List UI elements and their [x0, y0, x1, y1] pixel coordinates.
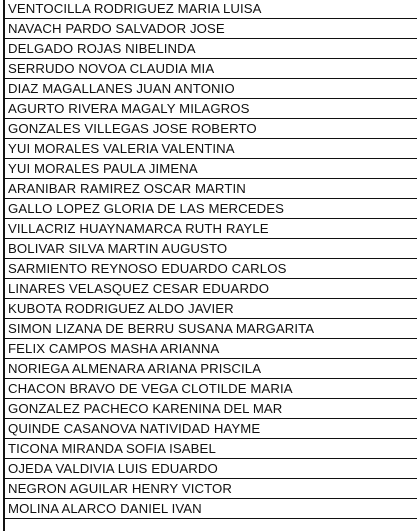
name-cell: GONZALEZ PACHECO KARENINA DEL MAR [5, 399, 417, 419]
table-row [5, 159, 417, 179]
table-row [5, 359, 417, 379]
name-cell: CHACON BRAVO DE VEGA CLOTILDE MARIA [5, 379, 417, 399]
name-cell: AGURTO RIVERA MAGALY MILAGROS [5, 99, 417, 119]
name-cell: BOLIVAR SILVA MARTIN AUGUSTO [5, 239, 417, 259]
table-row [5, 479, 417, 499]
table-row [5, 499, 417, 519]
name-cell: GONZALES VILLEGAS JOSE ROBERTO [5, 119, 417, 139]
table-row [5, 59, 417, 79]
name-cell: ARANIBAR RAMIREZ OSCAR MARTIN [5, 179, 417, 199]
table-row [5, 459, 417, 479]
table-row [5, 259, 417, 279]
table-row [5, 199, 417, 219]
table-row [5, 219, 417, 239]
name-cell: GALLO LOPEZ GLORIA DE LAS MERCEDES [5, 199, 417, 219]
name-cell: SERRUDO NOVOA CLAUDIA MIA [5, 59, 417, 79]
table-row [5, 319, 417, 339]
table-row [5, 279, 417, 299]
table-row [5, 139, 417, 159]
table-row [5, 19, 417, 39]
table-row [5, 339, 417, 359]
name-cell: SIMON LIZANA DE BERRU SUSANA MARGARITA [5, 319, 417, 339]
name-cell: NAVACH PARDO SALVADOR JOSE [5, 19, 417, 39]
table-row [5, 119, 417, 139]
names-list-table [5, 0, 417, 519]
table-row [5, 419, 417, 439]
table-row [5, 0, 417, 19]
name-cell: VENTOCILLA RODRIGUEZ MARIA LUISA [5, 0, 417, 19]
name-cell: NEGRON AGUILAR HENRY VICTOR [5, 479, 417, 499]
name-cell: OJEDA VALDIVIA LUIS EDUARDO [5, 459, 417, 479]
table-row [5, 99, 417, 119]
table-row [5, 239, 417, 259]
name-cell: DIAZ MAGALLANES JUAN ANTONIO [5, 79, 417, 99]
name-cell: YUI MORALES PAULA JIMENA [5, 159, 417, 179]
name-cell: SARMIENTO REYNOSO EDUARDO CARLOS [5, 259, 417, 279]
table-row [5, 39, 417, 59]
name-cell: DELGADO ROJAS NIBELINDA [5, 39, 417, 59]
table-row [5, 439, 417, 459]
name-cell: LINARES VELASQUEZ CESAR EDUARDO [5, 279, 417, 299]
name-cell: NORIEGA ALMENARA ARIANA PRISCILA [5, 359, 417, 379]
name-cell: MOLINA ALARCO DANIEL IVAN [5, 499, 417, 519]
name-cell: TICONA MIRANDA SOFIA ISABEL [5, 439, 417, 459]
table-row [5, 399, 417, 419]
table-row [5, 79, 417, 99]
name-cell: YUI MORALES VALERIA VALENTINA [5, 139, 417, 159]
table-row [5, 379, 417, 399]
name-cell: QUINDE CASANOVA NATIVIDAD HAYME [5, 419, 417, 439]
name-cell: VILLACRIZ HUAYNAMARCA RUTH RAYLE [5, 219, 417, 239]
table-row [5, 179, 417, 199]
table-row [5, 299, 417, 319]
name-cell: KUBOTA RODRIGUEZ ALDO JAVIER [5, 299, 417, 319]
name-cell: FELIX CAMPOS MASHA ARIANNA [5, 339, 417, 359]
